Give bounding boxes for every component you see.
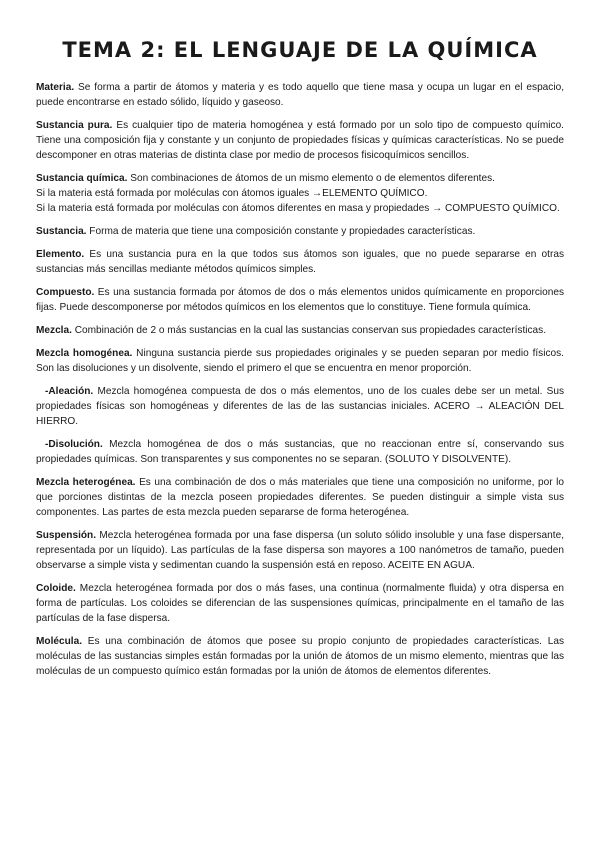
definition-mezcla-homogenea <box>36 346 564 376</box>
definition-text: Mezcla homogénea compuesta de dos o más elementos, uno de los cuales debe ser un metal. Sus propiedades físicas son homogéneas y diferentes de las de las sustancias iniciales. ACERO → ALEACIÓN DEL HIERRO. <box>36 386 564 427</box>
definition-text: Mezcla heterogénea formada por dos o más fases, una continua (normalmente fluida) y otra dispersa en forma de partículas. Los coloides se diferencian de las suspensiones químicas, principalmente en el tamaño de las partículas de la fase dispersa. <box>36 583 564 624</box>
definition-text: Combinación de 2 o más sustancias en la cual las sustancias conservan sus propiedades características. <box>71 325 546 336</box>
definition-text: Es una combinación de átomos que posee su propio conjunto de propiedades características. Las moléculas de las sustancias simples están formadas por la unión de átomos de un mismo elemento, mientras que las moléculas de un compuesto químico están formadas por la unión de átomos de elementos diferentes. <box>36 636 564 677</box>
definition-term: Coloide. <box>36 583 76 594</box>
definition-disolucion <box>36 437 564 467</box>
definition-term: -Aleación. <box>45 386 94 397</box>
definition-term: Mezcla homogénea. <box>36 348 133 359</box>
definition-term: Compuesto. <box>36 287 95 298</box>
definition-text: Mezcla homogénea de dos o más sustancias, que no reaccionan entre sí, conservando sus propiedades químicas. Son transparentes y sus componentes no se separan. (SOLUTO Y DISOLVENTE). <box>36 439 564 465</box>
definition-text: Se forma a partir de átomos y materia y es todo aquello que tiene masa y ocupa un lugar en el espacio, puede encontrarse en estado sólido, líquido y gaseoso. <box>36 82 564 108</box>
definition-aleacion <box>36 384 564 429</box>
definition-term: Molécula. <box>36 636 82 647</box>
definition-term: Suspensión. <box>36 530 97 541</box>
definition-term: Mezcla. <box>36 325 72 336</box>
definition-term: -Disolución. <box>45 439 103 450</box>
definition-sustancia-pura <box>36 118 564 163</box>
definition-text: Es una sustancia formada por átomos de dos o más elementos unidos químicamente en proporciones fijas. Puede descomponerse por métodos químicos en los elementos que lo constituye. Tiene formula química. <box>36 287 564 313</box>
definition-line-compuesto: Si la materia está formada por moléculas con átomos diferentes en masa y propiedades → COMPUESTO QUÍMICO. <box>36 203 560 214</box>
definition-term: Sustancia. <box>36 226 87 237</box>
definition-term: Elemento. <box>36 249 85 260</box>
definition-text: Es cualquier tipo de materia homogénea y está formado por un solo tipo de compuesto químico. Tiene una composición fija y constante y un conjunto de propiedades físicas y químicas características. No se puede descomponer en otras materias de distinta clase por medio de procesos fisicoquímicos sencillos. <box>36 120 564 161</box>
definition-text: Mezcla heterogénea formada por una fase dispersa (un soluto sólido insoluble y una fase dispersante, representada por un líquido). Las partículas de la fase dispersa son mayores a 100 nanómetros de tamaño, pueden observarse a simple vista y sedimentan cuando la suspensión está en reposo. ACEITE EN AGUA. <box>36 530 564 571</box>
definition-term: Materia. <box>36 82 75 93</box>
definition-sustancia-quimica <box>36 171 564 216</box>
definition-text: Es una combinación de dos o más materiales que tiene una composición no uniforme, por lo que porciones distintas de la mezcla poseen propiedades diferentes. Se pueden distinguir a simple vista sus componentes. Las partes de esta mezcla pueden separarse de forma heterogénea. <box>36 477 564 518</box>
definition-line-elemento: Si la materia está formada por moléculas con átomos iguales →ELEMENTO QUÍMICO. <box>36 188 428 199</box>
definition-text: Ninguna sustancia pierde sus propiedades originales y se pueden separan por medio físicos. Son las disoluciones y un disolvente, siendo el primero el que se encuentra en menor proporción. <box>36 348 564 374</box>
definition-mezcla <box>36 323 564 338</box>
definition-text: Es una sustancia pura en la que todos sus átomos son iguales, que no puede separarse en otras sustancias más sencillas mediante métodos químicos simples. <box>36 249 564 275</box>
definition-sustancia <box>36 224 564 239</box>
page-title: TEMA 2: EL LENGUAJE DE LA QUÍMICA <box>62 38 538 62</box>
definition-term: Mezcla heterogénea. <box>36 477 136 488</box>
definition-elemento <box>36 247 564 277</box>
definitions-list <box>36 80 564 679</box>
definition-term: Sustancia química. <box>36 173 128 184</box>
definition-text: Son combinaciones de átomos de un mismo elemento o de elementos diferentes. <box>127 173 495 184</box>
definition-term: Sustancia pura. <box>36 120 113 131</box>
definition-suspension <box>36 528 564 573</box>
definition-molecula <box>36 634 564 679</box>
definition-materia <box>36 80 564 110</box>
definition-compuesto <box>36 285 564 315</box>
definition-text: Forma de materia que tiene una composición constante y propiedades características. <box>86 226 476 237</box>
definition-coloide <box>36 581 564 626</box>
definition-mezcla-heterogenea <box>36 475 564 520</box>
